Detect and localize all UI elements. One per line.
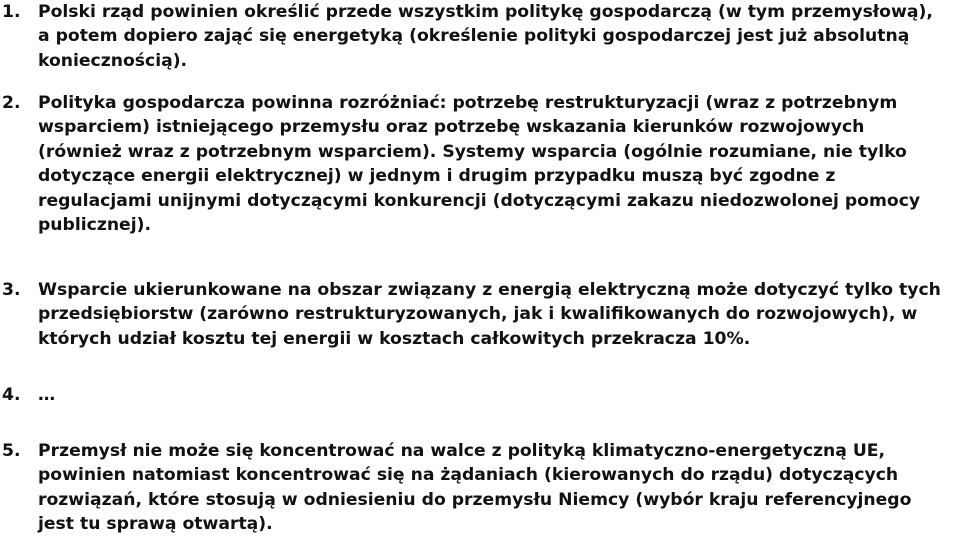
item-text — [38, 91, 960, 237]
text-line: których udział kosztu tej energii w kosztach całkowitych przekracza 10%. — [38, 328, 751, 349]
text-line: rozwiązań, które stosują w odniesieniu do przemysłu Niemcy (wybór kraju referencyjnego — [38, 489, 912, 510]
text-line: … — [38, 385, 56, 405]
text-line: koniecznością). — [38, 50, 188, 71]
item-number: 5. — [2, 441, 21, 461]
text-line: wsparciem) istniejącego przemysłu oraz potrzebę wskazania kierunków rozwojowych — [38, 117, 865, 138]
item-number: 2. — [2, 93, 21, 113]
item-text — [38, 0, 960, 73]
item-number: 3. — [2, 280, 21, 300]
text-line: powinien natomiast koncentrować się na żądaniach (kierowanych do rządu) dotyczących — [38, 465, 899, 486]
text-line: (również wraz z potrzebnym wsparciem). Systemy wsparcia (ogólnie rozumiane, nie tylko — [38, 141, 907, 162]
text-line: Przemysł nie może się koncentrować na walce z polityką klimatyczno-energetyczną UE, — [38, 441, 886, 461]
text-line: Polski rząd powinien określić przede wszystkim politykę gospodarczą (w tym przemysłową), — [38, 2, 933, 22]
text-line: regulacjami unijnymi dotyczącymi konkurencji (dotyczącymi zakazu niedozwolonej pomocy — [38, 190, 921, 211]
item-text — [38, 439, 960, 537]
text-line: Polityka gospodarcza powinna rozróżniać: potrzebę restrukturyzacji (wraz z potrzebnym — [38, 93, 898, 113]
text-line: publicznej). — [38, 214, 151, 235]
text-line: a potem dopiero zająć się energetyką (określenie polityki gospodarczej jest już absolutną — [38, 26, 910, 47]
text-line: jest tu sprawą otwartą). — [38, 514, 273, 535]
item-number: 4. — [2, 385, 21, 405]
item-number: 1. — [2, 2, 21, 22]
text-line: Wsparcie ukierunkowane na obszar związany z energią elektryczną może dotyczyć tylko tych — [38, 280, 941, 300]
text-line: przedsiębiorstw (zarówno restrukturyzowanych, jak i kwalifikowanych do rozwojowych), w — [38, 304, 918, 325]
item-text — [38, 278, 960, 351]
item-text — [38, 383, 960, 407]
text-line: dotyczące energii elektrycznej) w jednym i drugim przypadku muszą być zgodne z — [38, 166, 836, 187]
